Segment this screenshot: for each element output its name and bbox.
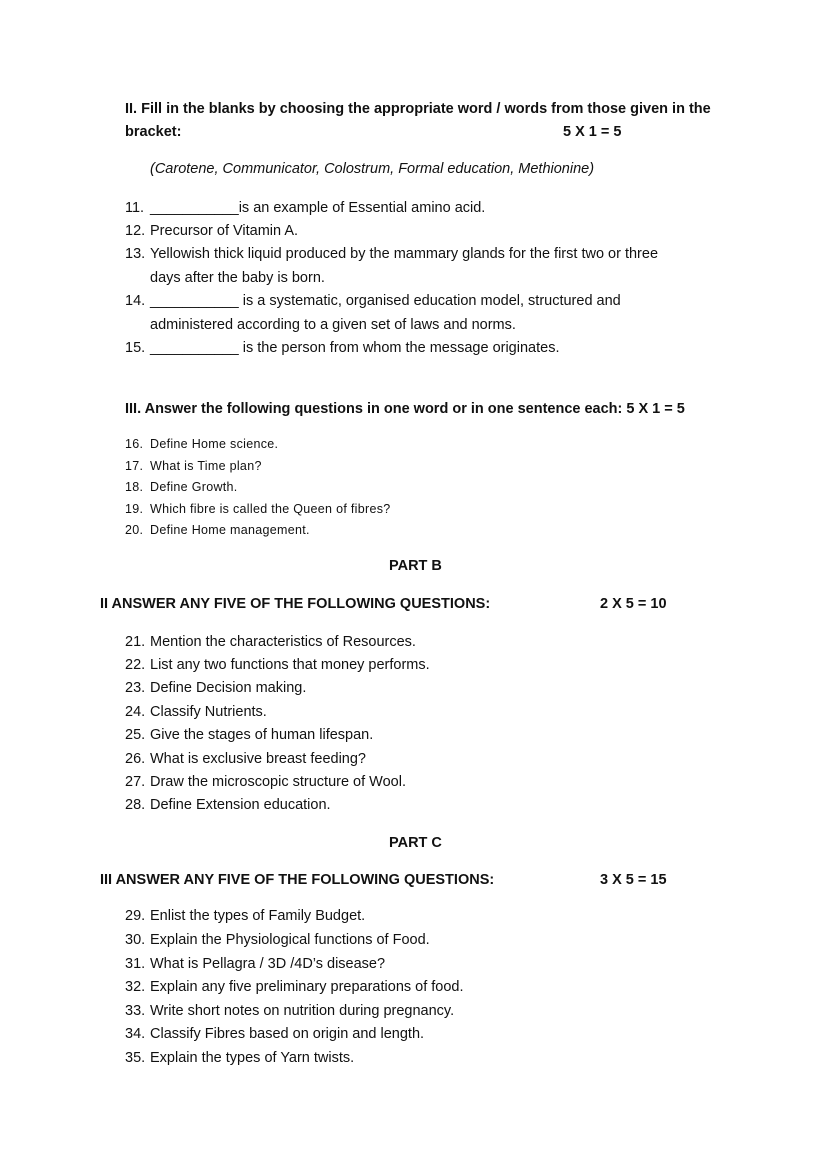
question-number: 23. (125, 680, 146, 696)
question-text: What is Pellagra / 3D /4D’s disease? (150, 956, 386, 972)
question-number: 31. (125, 956, 146, 972)
question-number: 34. (125, 1026, 146, 1042)
question-text: Enlist the types of Family Budget. (150, 908, 366, 924)
question-number: 16. (125, 437, 144, 451)
question-number: 28. (125, 797, 146, 813)
question-text: Define Decision making. (150, 680, 307, 696)
question-text: List any two functions that money performs. (150, 657, 430, 673)
question-text: Which fibre is called the Queen of fibres? (150, 502, 391, 516)
question-number: 24. (125, 704, 146, 720)
question-text: Mention the characteristics of Resources. (150, 634, 416, 650)
question-number: 14. (125, 293, 146, 309)
question-number: 32. (125, 979, 146, 995)
question-number: 26. (125, 751, 146, 767)
question-text: Define Home science. (150, 437, 279, 451)
question-text: Explain any five preliminary preparations of food. (150, 979, 464, 995)
part-c-marks: 3 X 5 = 15 (600, 872, 667, 888)
part-b-marks: 2 X 5 = 10 (600, 596, 667, 612)
part-b-title: PART B (389, 558, 442, 574)
question-text: ___________ is the person from whom the message originates. (150, 340, 560, 356)
question-text-continued: administered according to a given set of laws and norms. (150, 317, 516, 333)
question-number: 12. (125, 223, 146, 239)
question-text: Explain the types of Yarn twists. (150, 1050, 355, 1066)
question-text: ___________is an example of Essential amino acid. (150, 200, 486, 216)
question-number: 17. (125, 459, 144, 473)
question-text: ___________ is a systematic, organised education model, structured and (150, 293, 621, 309)
question-number: 15. (125, 340, 146, 356)
question-text: Give the stages of human lifespan. (150, 727, 374, 743)
question-number: 11. (125, 200, 145, 216)
question-text-continued: days after the baby is born. (150, 270, 325, 286)
section2-options: (Carotene, Communicator, Colostrum, Formal education, Methionine) (150, 161, 595, 177)
section2-marks: 5 X 1 = 5 (563, 124, 622, 140)
section2-heading-line1: II. Fill in the blanks by choosing the appropriate word / words from those given in the (125, 101, 711, 117)
question-text: Precursor of Vitamin A. (150, 223, 299, 239)
section3-heading: III. Answer the following questions in one word or in one sentence each: 5 X 1 = 5 (125, 401, 685, 417)
question-text: What is Time plan? (150, 459, 262, 473)
part-b-heading: II ANSWER ANY FIVE OF THE FOLLOWING QUESTIONS: (100, 596, 491, 612)
question-text: Draw the microscopic structure of Wool. (150, 774, 406, 790)
question-number: 30. (125, 932, 146, 948)
question-text: Write short notes on nutrition during pregnancy. (150, 1003, 455, 1019)
question-number: 35. (125, 1050, 146, 1066)
question-text: Classify Fibres based on origin and length. (150, 1026, 425, 1042)
question-number: 29. (125, 908, 146, 924)
question-text: What is exclusive breast feeding? (150, 751, 366, 767)
question-text: Define Extension education. (150, 797, 331, 813)
question-text: Define Growth. (150, 480, 238, 494)
question-text: Yellowish thick liquid produced by the mammary glands for the first two or three (150, 246, 659, 262)
question-number: 25. (125, 727, 146, 743)
question-number: 21. (125, 634, 146, 650)
part-c-heading: III ANSWER ANY FIVE OF THE FOLLOWING QUESTIONS: (100, 872, 495, 888)
question-number: 27. (125, 774, 146, 790)
question-number: 20. (125, 523, 144, 537)
question-number: 33. (125, 1003, 146, 1019)
question-text: Define Home management. (150, 523, 310, 537)
question-number: 22. (125, 657, 146, 673)
question-number: 18. (125, 480, 144, 494)
question-number: 13. (125, 246, 146, 262)
section2-heading-line2: bracket: (125, 124, 182, 140)
question-text: Explain the Physiological functions of Food. (150, 932, 430, 948)
part-c-title: PART C (389, 835, 442, 851)
question-number: 19. (125, 502, 144, 516)
question-text: Classify Nutrients. (150, 704, 267, 720)
